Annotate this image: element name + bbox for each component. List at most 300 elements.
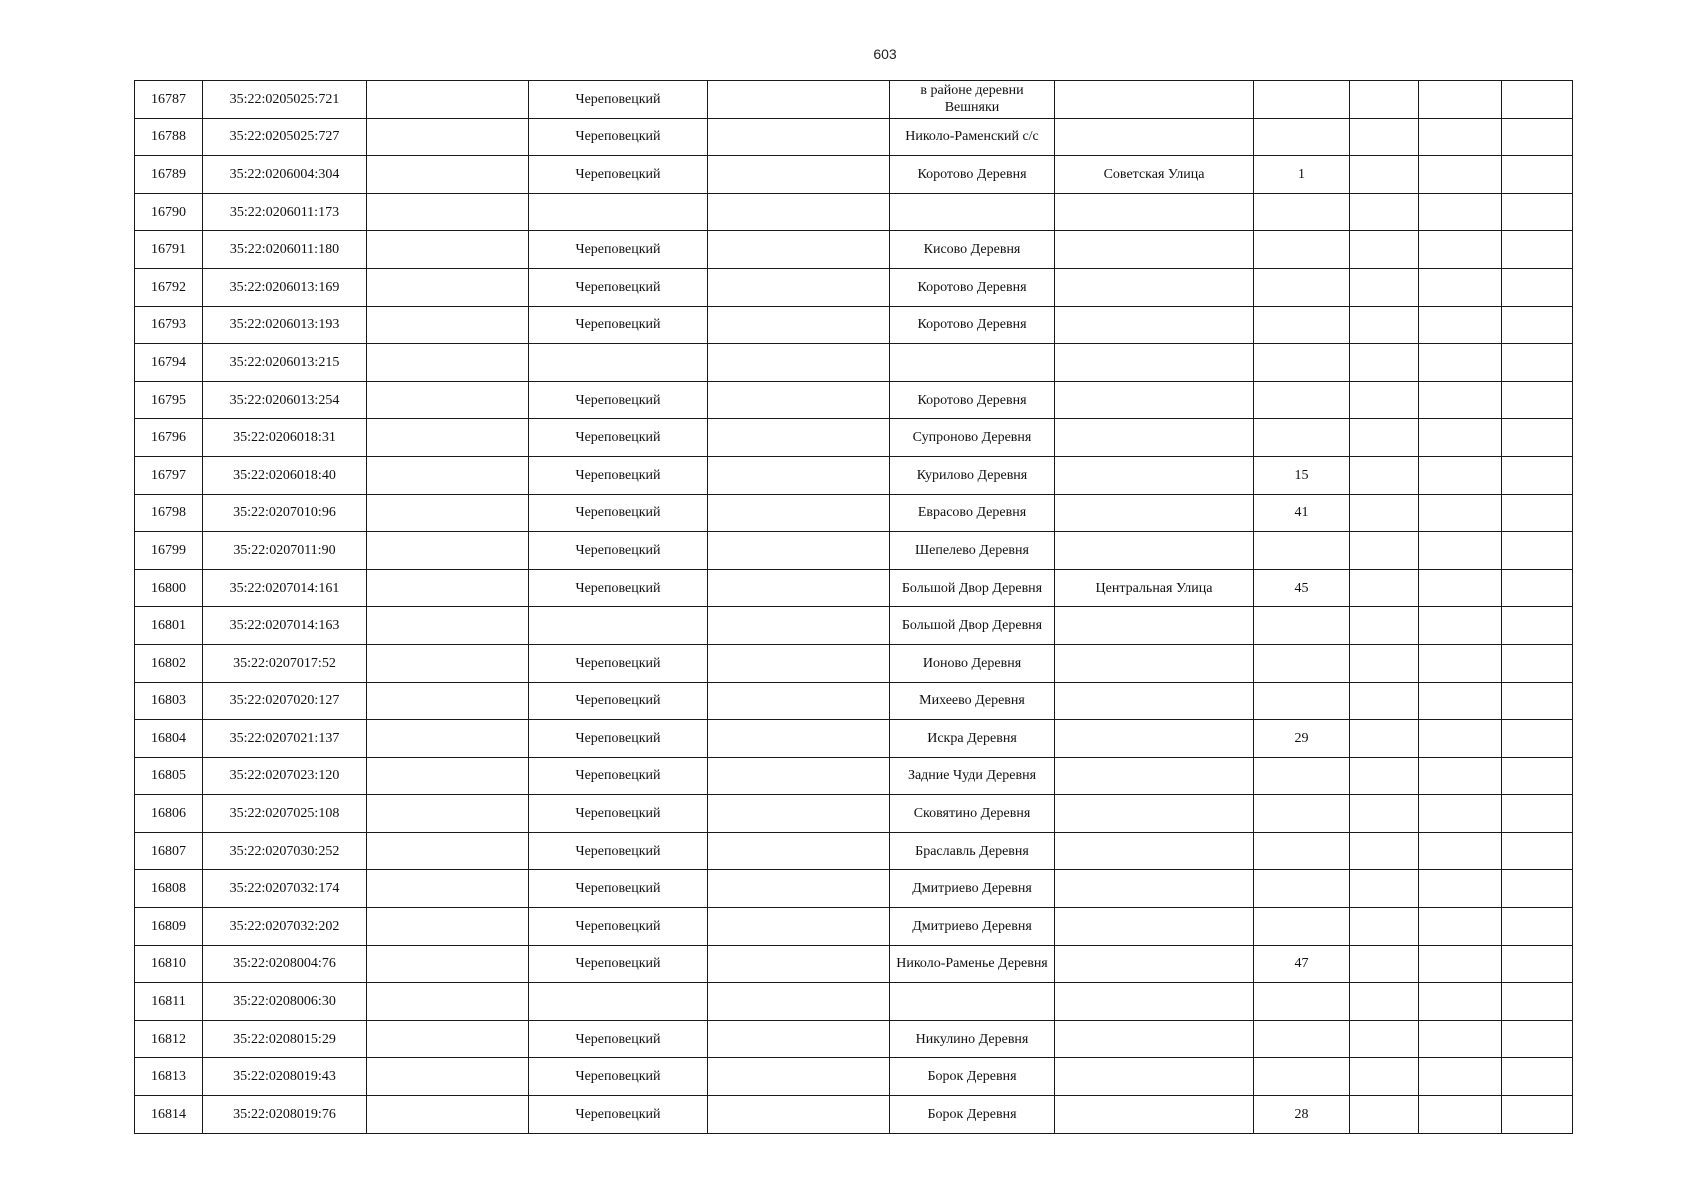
table-row — [135, 983, 1573, 1021]
empty-cell-3 — [367, 344, 529, 382]
empty-cell-9 — [1350, 908, 1419, 946]
cadastral-number-cell: 35:22:0208006:30 — [203, 983, 367, 1021]
street-cell — [1055, 494, 1254, 532]
street-cell — [1055, 870, 1254, 908]
district-cell: Череповецкий — [529, 306, 708, 344]
row-number-cell: 16804 — [135, 720, 203, 758]
empty-cell-11 — [1502, 381, 1573, 419]
empty-cell-9 — [1350, 607, 1419, 645]
district-cell: Череповецкий — [529, 720, 708, 758]
table-row — [135, 870, 1573, 908]
house-number-cell — [1254, 983, 1350, 1021]
empty-cell-9 — [1350, 682, 1419, 720]
row-number-cell: 16809 — [135, 908, 203, 946]
empty-cell-11 — [1502, 306, 1573, 344]
cadastral-number-cell: 35:22:0207011:90 — [203, 532, 367, 570]
empty-cell-9 — [1350, 870, 1419, 908]
table-row — [135, 193, 1573, 231]
table-row — [135, 720, 1573, 758]
registry-table — [134, 80, 1573, 1134]
district-cell: Череповецкий — [529, 569, 708, 607]
house-number-cell — [1254, 193, 1350, 231]
street-cell — [1055, 945, 1254, 983]
house-number-cell: 28 — [1254, 1096, 1350, 1134]
empty-cell-11 — [1502, 757, 1573, 795]
empty-cell-11 — [1502, 720, 1573, 758]
table-row — [135, 419, 1573, 457]
empty-cell-11 — [1502, 1058, 1573, 1096]
cadastral-number-cell: 35:22:0206011:173 — [203, 193, 367, 231]
empty-cell-5 — [708, 494, 890, 532]
empty-cell-5 — [708, 1096, 890, 1134]
empty-cell-5 — [708, 306, 890, 344]
empty-cell-5 — [708, 231, 890, 269]
locality-cell — [890, 983, 1055, 1021]
empty-cell-9 — [1350, 795, 1419, 833]
cadastral-number-cell: 35:22:0205025:727 — [203, 118, 367, 156]
empty-cell-3 — [367, 268, 529, 306]
empty-cell-11 — [1502, 81, 1573, 119]
empty-cell-10 — [1419, 494, 1502, 532]
empty-cell-5 — [708, 569, 890, 607]
street-cell — [1055, 1020, 1254, 1058]
empty-cell-5 — [708, 81, 890, 119]
empty-cell-10 — [1419, 81, 1502, 119]
empty-cell-3 — [367, 607, 529, 645]
district-cell: Череповецкий — [529, 795, 708, 833]
table-row — [135, 644, 1573, 682]
cadastral-number-cell: 35:22:0206013:254 — [203, 381, 367, 419]
cadastral-number-cell: 35:22:0207025:108 — [203, 795, 367, 833]
empty-cell-10 — [1419, 231, 1502, 269]
empty-cell-9 — [1350, 832, 1419, 870]
locality-cell: Николо-Раменский с/с — [890, 118, 1055, 156]
district-cell: Череповецкий — [529, 908, 708, 946]
street-cell — [1055, 81, 1254, 119]
empty-cell-5 — [708, 456, 890, 494]
house-number-cell: 29 — [1254, 720, 1350, 758]
row-number-cell: 16808 — [135, 870, 203, 908]
locality-cell: Николо-Раменье Деревня — [890, 945, 1055, 983]
row-number-cell: 16787 — [135, 81, 203, 119]
district-cell: Череповецкий — [529, 757, 708, 795]
street-cell — [1055, 757, 1254, 795]
row-number-cell: 16800 — [135, 569, 203, 607]
cadastral-number-cell: 35:22:0206004:304 — [203, 156, 367, 194]
row-number-cell: 16807 — [135, 832, 203, 870]
empty-cell-5 — [708, 268, 890, 306]
locality-cell: Борок Деревня — [890, 1096, 1055, 1134]
cadastral-number-cell: 35:22:0206018:31 — [203, 419, 367, 457]
empty-cell-5 — [708, 945, 890, 983]
street-cell — [1055, 419, 1254, 457]
table-row — [135, 607, 1573, 645]
empty-cell-3 — [367, 231, 529, 269]
empty-cell-3 — [367, 118, 529, 156]
locality-cell: в районе деревни Вешняки — [890, 81, 1055, 119]
empty-cell-10 — [1419, 832, 1502, 870]
house-number-cell — [1254, 1020, 1350, 1058]
empty-cell-9 — [1350, 231, 1419, 269]
street-cell — [1055, 795, 1254, 833]
district-cell: Череповецкий — [529, 644, 708, 682]
cadastral-number-cell: 35:22:0206013:215 — [203, 344, 367, 382]
empty-cell-9 — [1350, 193, 1419, 231]
table-row — [135, 306, 1573, 344]
empty-cell-10 — [1419, 1096, 1502, 1134]
empty-cell-11 — [1502, 983, 1573, 1021]
street-cell — [1055, 532, 1254, 570]
empty-cell-9 — [1350, 569, 1419, 607]
street-cell — [1055, 983, 1254, 1021]
empty-cell-11 — [1502, 870, 1573, 908]
empty-cell-5 — [708, 720, 890, 758]
table-row — [135, 945, 1573, 983]
empty-cell-11 — [1502, 344, 1573, 382]
empty-cell-11 — [1502, 118, 1573, 156]
locality-cell — [890, 193, 1055, 231]
house-number-cell — [1254, 419, 1350, 457]
locality-cell: Никулино Деревня — [890, 1020, 1055, 1058]
empty-cell-3 — [367, 193, 529, 231]
table-row — [135, 231, 1573, 269]
locality-cell: Дмитриево Деревня — [890, 870, 1055, 908]
district-cell: Череповецкий — [529, 682, 708, 720]
row-number-cell: 16811 — [135, 983, 203, 1021]
house-number-cell — [1254, 532, 1350, 570]
row-number-cell: 16799 — [135, 532, 203, 570]
empty-cell-3 — [367, 983, 529, 1021]
empty-cell-11 — [1502, 456, 1573, 494]
district-cell: Череповецкий — [529, 1096, 708, 1134]
table-row — [135, 569, 1573, 607]
empty-cell-3 — [367, 908, 529, 946]
empty-cell-5 — [708, 1020, 890, 1058]
empty-cell-10 — [1419, 720, 1502, 758]
locality-cell: Еврасово Деревня — [890, 494, 1055, 532]
row-number-cell: 16813 — [135, 1058, 203, 1096]
table-row — [135, 1096, 1573, 1134]
locality-cell: Коротово Деревня — [890, 268, 1055, 306]
empty-cell-3 — [367, 682, 529, 720]
empty-cell-9 — [1350, 306, 1419, 344]
empty-cell-9 — [1350, 757, 1419, 795]
registry-body — [135, 81, 1573, 1134]
cadastral-number-cell: 35:22:0208019:76 — [203, 1096, 367, 1134]
row-number-cell: 16803 — [135, 682, 203, 720]
district-cell — [529, 344, 708, 382]
house-number-cell — [1254, 682, 1350, 720]
district-cell: Череповецкий — [529, 118, 708, 156]
district-cell: Череповецкий — [529, 945, 708, 983]
empty-cell-5 — [708, 193, 890, 231]
empty-cell-3 — [367, 945, 529, 983]
locality-cell: Курилово Деревня — [890, 456, 1055, 494]
house-number-cell — [1254, 795, 1350, 833]
district-cell: Череповецкий — [529, 870, 708, 908]
empty-cell-10 — [1419, 644, 1502, 682]
empty-cell-11 — [1502, 832, 1573, 870]
empty-cell-10 — [1419, 569, 1502, 607]
empty-cell-5 — [708, 532, 890, 570]
locality-cell: Коротово Деревня — [890, 156, 1055, 194]
street-cell — [1055, 231, 1254, 269]
table-row — [135, 118, 1573, 156]
table-row — [135, 908, 1573, 946]
row-number-cell: 16802 — [135, 644, 203, 682]
cadastral-number-cell: 35:22:0207030:252 — [203, 832, 367, 870]
empty-cell-5 — [708, 908, 890, 946]
empty-cell-11 — [1502, 532, 1573, 570]
cadastral-number-cell: 35:22:0208019:43 — [203, 1058, 367, 1096]
empty-cell-3 — [367, 81, 529, 119]
empty-cell-9 — [1350, 81, 1419, 119]
locality-cell: Ионово Деревня — [890, 644, 1055, 682]
empty-cell-9 — [1350, 494, 1419, 532]
locality-cell: Михеево Деревня — [890, 682, 1055, 720]
empty-cell-3 — [367, 720, 529, 758]
cadastral-number-cell: 35:22:0207021:137 — [203, 720, 367, 758]
empty-cell-9 — [1350, 720, 1419, 758]
row-number-cell: 16796 — [135, 419, 203, 457]
cadastral-number-cell: 35:22:0207032:174 — [203, 870, 367, 908]
table-row — [135, 757, 1573, 795]
district-cell: Череповецкий — [529, 381, 708, 419]
empty-cell-5 — [708, 156, 890, 194]
empty-cell-11 — [1502, 795, 1573, 833]
row-number-cell: 16795 — [135, 381, 203, 419]
locality-cell: Браславль Деревня — [890, 832, 1055, 870]
street-cell — [1055, 381, 1254, 419]
page-number: 603 — [873, 46, 897, 62]
street-cell — [1055, 344, 1254, 382]
table-row — [135, 832, 1573, 870]
house-number-cell — [1254, 1058, 1350, 1096]
empty-cell-10 — [1419, 757, 1502, 795]
house-number-cell — [1254, 644, 1350, 682]
empty-cell-11 — [1502, 1020, 1573, 1058]
empty-cell-3 — [367, 1020, 529, 1058]
empty-cell-10 — [1419, 419, 1502, 457]
empty-cell-10 — [1419, 795, 1502, 833]
empty-cell-9 — [1350, 532, 1419, 570]
empty-cell-9 — [1350, 118, 1419, 156]
empty-cell-3 — [367, 832, 529, 870]
table-row — [135, 344, 1573, 382]
table-row — [135, 268, 1573, 306]
house-number-cell: 1 — [1254, 156, 1350, 194]
locality-cell: Шепелево Деревня — [890, 532, 1055, 570]
row-number-cell: 16788 — [135, 118, 203, 156]
street-cell — [1055, 1058, 1254, 1096]
empty-cell-9 — [1350, 456, 1419, 494]
house-number-cell — [1254, 757, 1350, 795]
house-number-cell — [1254, 908, 1350, 946]
locality-cell: Задние Чуди Деревня — [890, 757, 1055, 795]
district-cell: Череповецкий — [529, 832, 708, 870]
empty-cell-11 — [1502, 193, 1573, 231]
cadastral-number-cell: 35:22:0206013:169 — [203, 268, 367, 306]
street-cell — [1055, 682, 1254, 720]
row-number-cell: 16793 — [135, 306, 203, 344]
district-cell: Череповецкий — [529, 456, 708, 494]
empty-cell-11 — [1502, 1096, 1573, 1134]
row-number-cell: 16789 — [135, 156, 203, 194]
empty-cell-10 — [1419, 908, 1502, 946]
empty-cell-10 — [1419, 344, 1502, 382]
table-row — [135, 156, 1573, 194]
locality-cell — [890, 344, 1055, 382]
street-cell — [1055, 832, 1254, 870]
empty-cell-10 — [1419, 1058, 1502, 1096]
street-cell — [1055, 268, 1254, 306]
locality-cell: Коротово Деревня — [890, 306, 1055, 344]
table-row — [135, 381, 1573, 419]
house-number-cell — [1254, 344, 1350, 382]
empty-cell-10 — [1419, 193, 1502, 231]
district-cell — [529, 607, 708, 645]
house-number-cell — [1254, 607, 1350, 645]
empty-cell-3 — [367, 456, 529, 494]
empty-cell-9 — [1350, 381, 1419, 419]
table-row — [135, 81, 1573, 119]
empty-cell-5 — [708, 870, 890, 908]
empty-cell-3 — [367, 644, 529, 682]
empty-cell-9 — [1350, 156, 1419, 194]
empty-cell-3 — [367, 1058, 529, 1096]
empty-cell-10 — [1419, 983, 1502, 1021]
empty-cell-11 — [1502, 231, 1573, 269]
empty-cell-11 — [1502, 682, 1573, 720]
empty-cell-5 — [708, 983, 890, 1021]
house-number-cell: 41 — [1254, 494, 1350, 532]
district-cell: Череповецкий — [529, 81, 708, 119]
district-cell: Череповецкий — [529, 494, 708, 532]
empty-cell-5 — [708, 795, 890, 833]
locality-cell: Большой Двор Деревня — [890, 569, 1055, 607]
row-number-cell: 16805 — [135, 757, 203, 795]
table-row — [135, 456, 1573, 494]
street-cell — [1055, 1096, 1254, 1134]
street-cell — [1055, 720, 1254, 758]
empty-cell-11 — [1502, 156, 1573, 194]
street-cell: Центральная Улица — [1055, 569, 1254, 607]
empty-cell-9 — [1350, 644, 1419, 682]
empty-cell-5 — [708, 118, 890, 156]
table-row — [135, 795, 1573, 833]
locality-cell: Искра Деревня — [890, 720, 1055, 758]
house-number-cell — [1254, 306, 1350, 344]
house-number-cell — [1254, 118, 1350, 156]
cadastral-number-cell: 35:22:0206011:180 — [203, 231, 367, 269]
empty-cell-11 — [1502, 607, 1573, 645]
row-number-cell: 16794 — [135, 344, 203, 382]
locality-cell: Борок Деревня — [890, 1058, 1055, 1096]
empty-cell-9 — [1350, 268, 1419, 306]
empty-cell-5 — [708, 832, 890, 870]
empty-cell-9 — [1350, 419, 1419, 457]
empty-cell-11 — [1502, 945, 1573, 983]
street-cell — [1055, 607, 1254, 645]
empty-cell-3 — [367, 494, 529, 532]
empty-cell-10 — [1419, 268, 1502, 306]
empty-cell-10 — [1419, 381, 1502, 419]
district-cell — [529, 983, 708, 1021]
empty-cell-11 — [1502, 268, 1573, 306]
empty-cell-3 — [367, 1096, 529, 1134]
empty-cell-5 — [708, 1058, 890, 1096]
locality-cell: Кисово Деревня — [890, 231, 1055, 269]
street-cell — [1055, 908, 1254, 946]
row-number-cell: 16801 — [135, 607, 203, 645]
row-number-cell: 16792 — [135, 268, 203, 306]
empty-cell-5 — [708, 607, 890, 645]
district-cell: Череповецкий — [529, 231, 708, 269]
street-cell — [1055, 456, 1254, 494]
cadastral-number-cell: 35:22:0207023:120 — [203, 757, 367, 795]
empty-cell-5 — [708, 682, 890, 720]
table-row — [135, 494, 1573, 532]
house-number-cell — [1254, 832, 1350, 870]
empty-cell-10 — [1419, 118, 1502, 156]
district-cell: Череповецкий — [529, 1020, 708, 1058]
street-cell: Советская Улица — [1055, 156, 1254, 194]
table-row — [135, 1020, 1573, 1058]
district-cell: Череповецкий — [529, 1058, 708, 1096]
empty-cell-3 — [367, 569, 529, 607]
empty-cell-10 — [1419, 156, 1502, 194]
cadastral-number-cell: 35:22:0206013:193 — [203, 306, 367, 344]
cadastral-number-cell: 35:22:0207014:161 — [203, 569, 367, 607]
house-number-cell: 45 — [1254, 569, 1350, 607]
empty-cell-9 — [1350, 1096, 1419, 1134]
empty-cell-11 — [1502, 569, 1573, 607]
empty-cell-9 — [1350, 344, 1419, 382]
cadastral-number-cell: 35:22:0206018:40 — [203, 456, 367, 494]
table-row — [135, 682, 1573, 720]
cadastral-number-cell: 35:22:0207014:163 — [203, 607, 367, 645]
empty-cell-3 — [367, 870, 529, 908]
locality-cell: Супроново Деревня — [890, 419, 1055, 457]
locality-cell: Сковятино Деревня — [890, 795, 1055, 833]
row-number-cell: 16798 — [135, 494, 203, 532]
district-cell: Череповецкий — [529, 532, 708, 570]
empty-cell-9 — [1350, 983, 1419, 1021]
empty-cell-10 — [1419, 532, 1502, 570]
empty-cell-5 — [708, 757, 890, 795]
table-row — [135, 532, 1573, 570]
cadastral-number-cell: 35:22:0207020:127 — [203, 682, 367, 720]
empty-cell-3 — [367, 306, 529, 344]
empty-cell-10 — [1419, 1020, 1502, 1058]
row-number-cell: 16810 — [135, 945, 203, 983]
row-number-cell: 16812 — [135, 1020, 203, 1058]
cadastral-number-cell: 35:22:0207010:96 — [203, 494, 367, 532]
empty-cell-11 — [1502, 908, 1573, 946]
row-number-cell: 16790 — [135, 193, 203, 231]
empty-cell-5 — [708, 419, 890, 457]
cadastral-number-cell: 35:22:0205025:721 — [203, 81, 367, 119]
empty-cell-9 — [1350, 1058, 1419, 1096]
empty-cell-10 — [1419, 945, 1502, 983]
district-cell — [529, 193, 708, 231]
district-cell: Череповецкий — [529, 156, 708, 194]
empty-cell-9 — [1350, 1020, 1419, 1058]
empty-cell-5 — [708, 381, 890, 419]
house-number-cell: 47 — [1254, 945, 1350, 983]
cadastral-number-cell: 35:22:0208015:29 — [203, 1020, 367, 1058]
cadastral-number-cell: 35:22:0208004:76 — [203, 945, 367, 983]
